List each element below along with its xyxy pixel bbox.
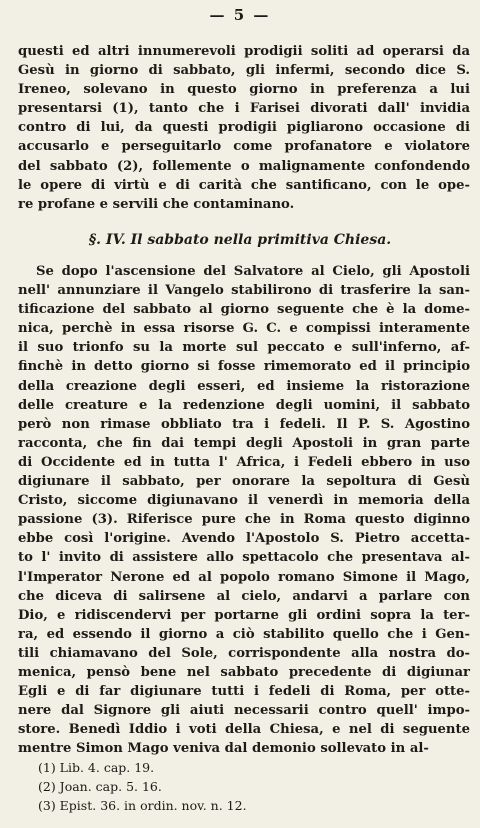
text-line: Ireneo, solevano in questo giorno in preferenza a lui bbox=[18, 82, 470, 98]
text-line: le opere di virtù e di carità che santificano, con le ope- bbox=[18, 177, 470, 193]
text-line: racconta, che fin dai tempi degli Apostoli in gran parte bbox=[18, 435, 470, 451]
text-line: accusarlo e perseguitarlo come profanatore e violatore bbox=[18, 139, 470, 155]
text-line: l'Imperator Nerone ed al popolo romano Simone il Mago, bbox=[18, 569, 470, 585]
text-line: store. Benedì Iddio i voti della Chiesa, e nel di seguente bbox=[18, 722, 470, 738]
text-line: nica, perchè in essa risorse G. C. e compissi interamente bbox=[18, 321, 470, 337]
footnote: (1) Lib. 4. cap. 19. bbox=[38, 760, 155, 775]
text-line: ra, ed essendo il giorno a ciò stabilito quello che i Gen- bbox=[18, 626, 470, 642]
paragraph-continuation bbox=[18, 42, 470, 214]
footnotes bbox=[38, 758, 458, 815]
text-line: menica, pensò bene nel sabbato precedente di digiunar bbox=[18, 664, 470, 680]
text-line: presentarsi (1), tanto che i Farisei divorati dall' invidia bbox=[18, 101, 470, 117]
text-line: però non rimase obbliato tra i fedeli. Il P. S. Agostino bbox=[18, 416, 470, 432]
text-line: nere dal Signore gli aiuti necessarii contro quell' impo- bbox=[18, 703, 470, 719]
text-line: il suo trionfo su la morte sul peccato e sull'inferno, af- bbox=[18, 340, 470, 356]
text-line: tili chiamavano del Sole, corrispondente alla nostra do- bbox=[18, 645, 470, 661]
page-number: — 5 — bbox=[209, 6, 271, 24]
text-line: Dio, e ridiscendervi per portarne gli ordini sopra la ter- bbox=[18, 607, 470, 623]
text-line: nell' annunziare il Vangelo stabilirono di trasferire la san- bbox=[18, 283, 470, 299]
text-line: Cristo, siccome digiunavano il venerdì in memoria della bbox=[18, 493, 470, 509]
text-line: della creazione degli esseri, ed insieme la ristorazione bbox=[18, 378, 470, 394]
text-line: questi ed altri innumerevoli prodigii soliti ad operarsi da bbox=[18, 44, 470, 59]
text-line: tificazione del sabbato al giorno seguente che è la dome- bbox=[18, 302, 470, 318]
text-line: Gesù in giorno di sabbato, gli infermi, secondo dice S. bbox=[18, 63, 470, 79]
text-line: contro di lui, da questi prodigii pigliarono occasione di bbox=[18, 120, 470, 136]
text-line: del sabbato (2), follemente o malignamente confondendo bbox=[18, 158, 470, 174]
footnote: (2) Joan. cap. 5. 16. bbox=[38, 779, 162, 794]
text-line: delle creature e la redenzione degli uomini, il sabbato bbox=[18, 397, 470, 413]
footnote: (3) Epist. 36. in ordin. nov. n. 12. bbox=[38, 798, 247, 813]
text-line: Se dopo l'ascensione del Salvatore al Cielo, gli Apostoli bbox=[36, 264, 470, 279]
text-line: re profane e servili che contaminano. bbox=[18, 196, 295, 212]
text-line: digiunare il sabbato, per onorare la sepoltura di Gesù bbox=[18, 474, 470, 490]
text-line: che diceva di salirsene al cielo, andarvi a parlare con bbox=[18, 588, 470, 604]
text-line: finchè in detto giorno si fosse rimemorato ed il principio bbox=[18, 359, 470, 375]
paragraph-primitive-church bbox=[18, 262, 470, 758]
text-line: ebbe così l'origine. Avendo l'Apostolo S. Pietro accetta- bbox=[18, 531, 470, 547]
text-line: passione (3). Riferisce pure che in Roma questo diginno bbox=[18, 512, 470, 528]
section-heading: §. IV. Il sabbato nella primitiva Chiesa. bbox=[88, 232, 392, 248]
text-line: mentre Simon Mago veniva dal demonio sollevato in al- bbox=[18, 741, 429, 757]
text-line: di Occidente ed in tutta l' Africa, i Fedeli ebbero in uso bbox=[18, 454, 470, 470]
text-line: Egli e di far digiunare tutti i fedeli di Roma, per otte- bbox=[18, 684, 470, 700]
text-line: to l' invito di assistere allo spettacolo che presentava al- bbox=[18, 550, 470, 566]
